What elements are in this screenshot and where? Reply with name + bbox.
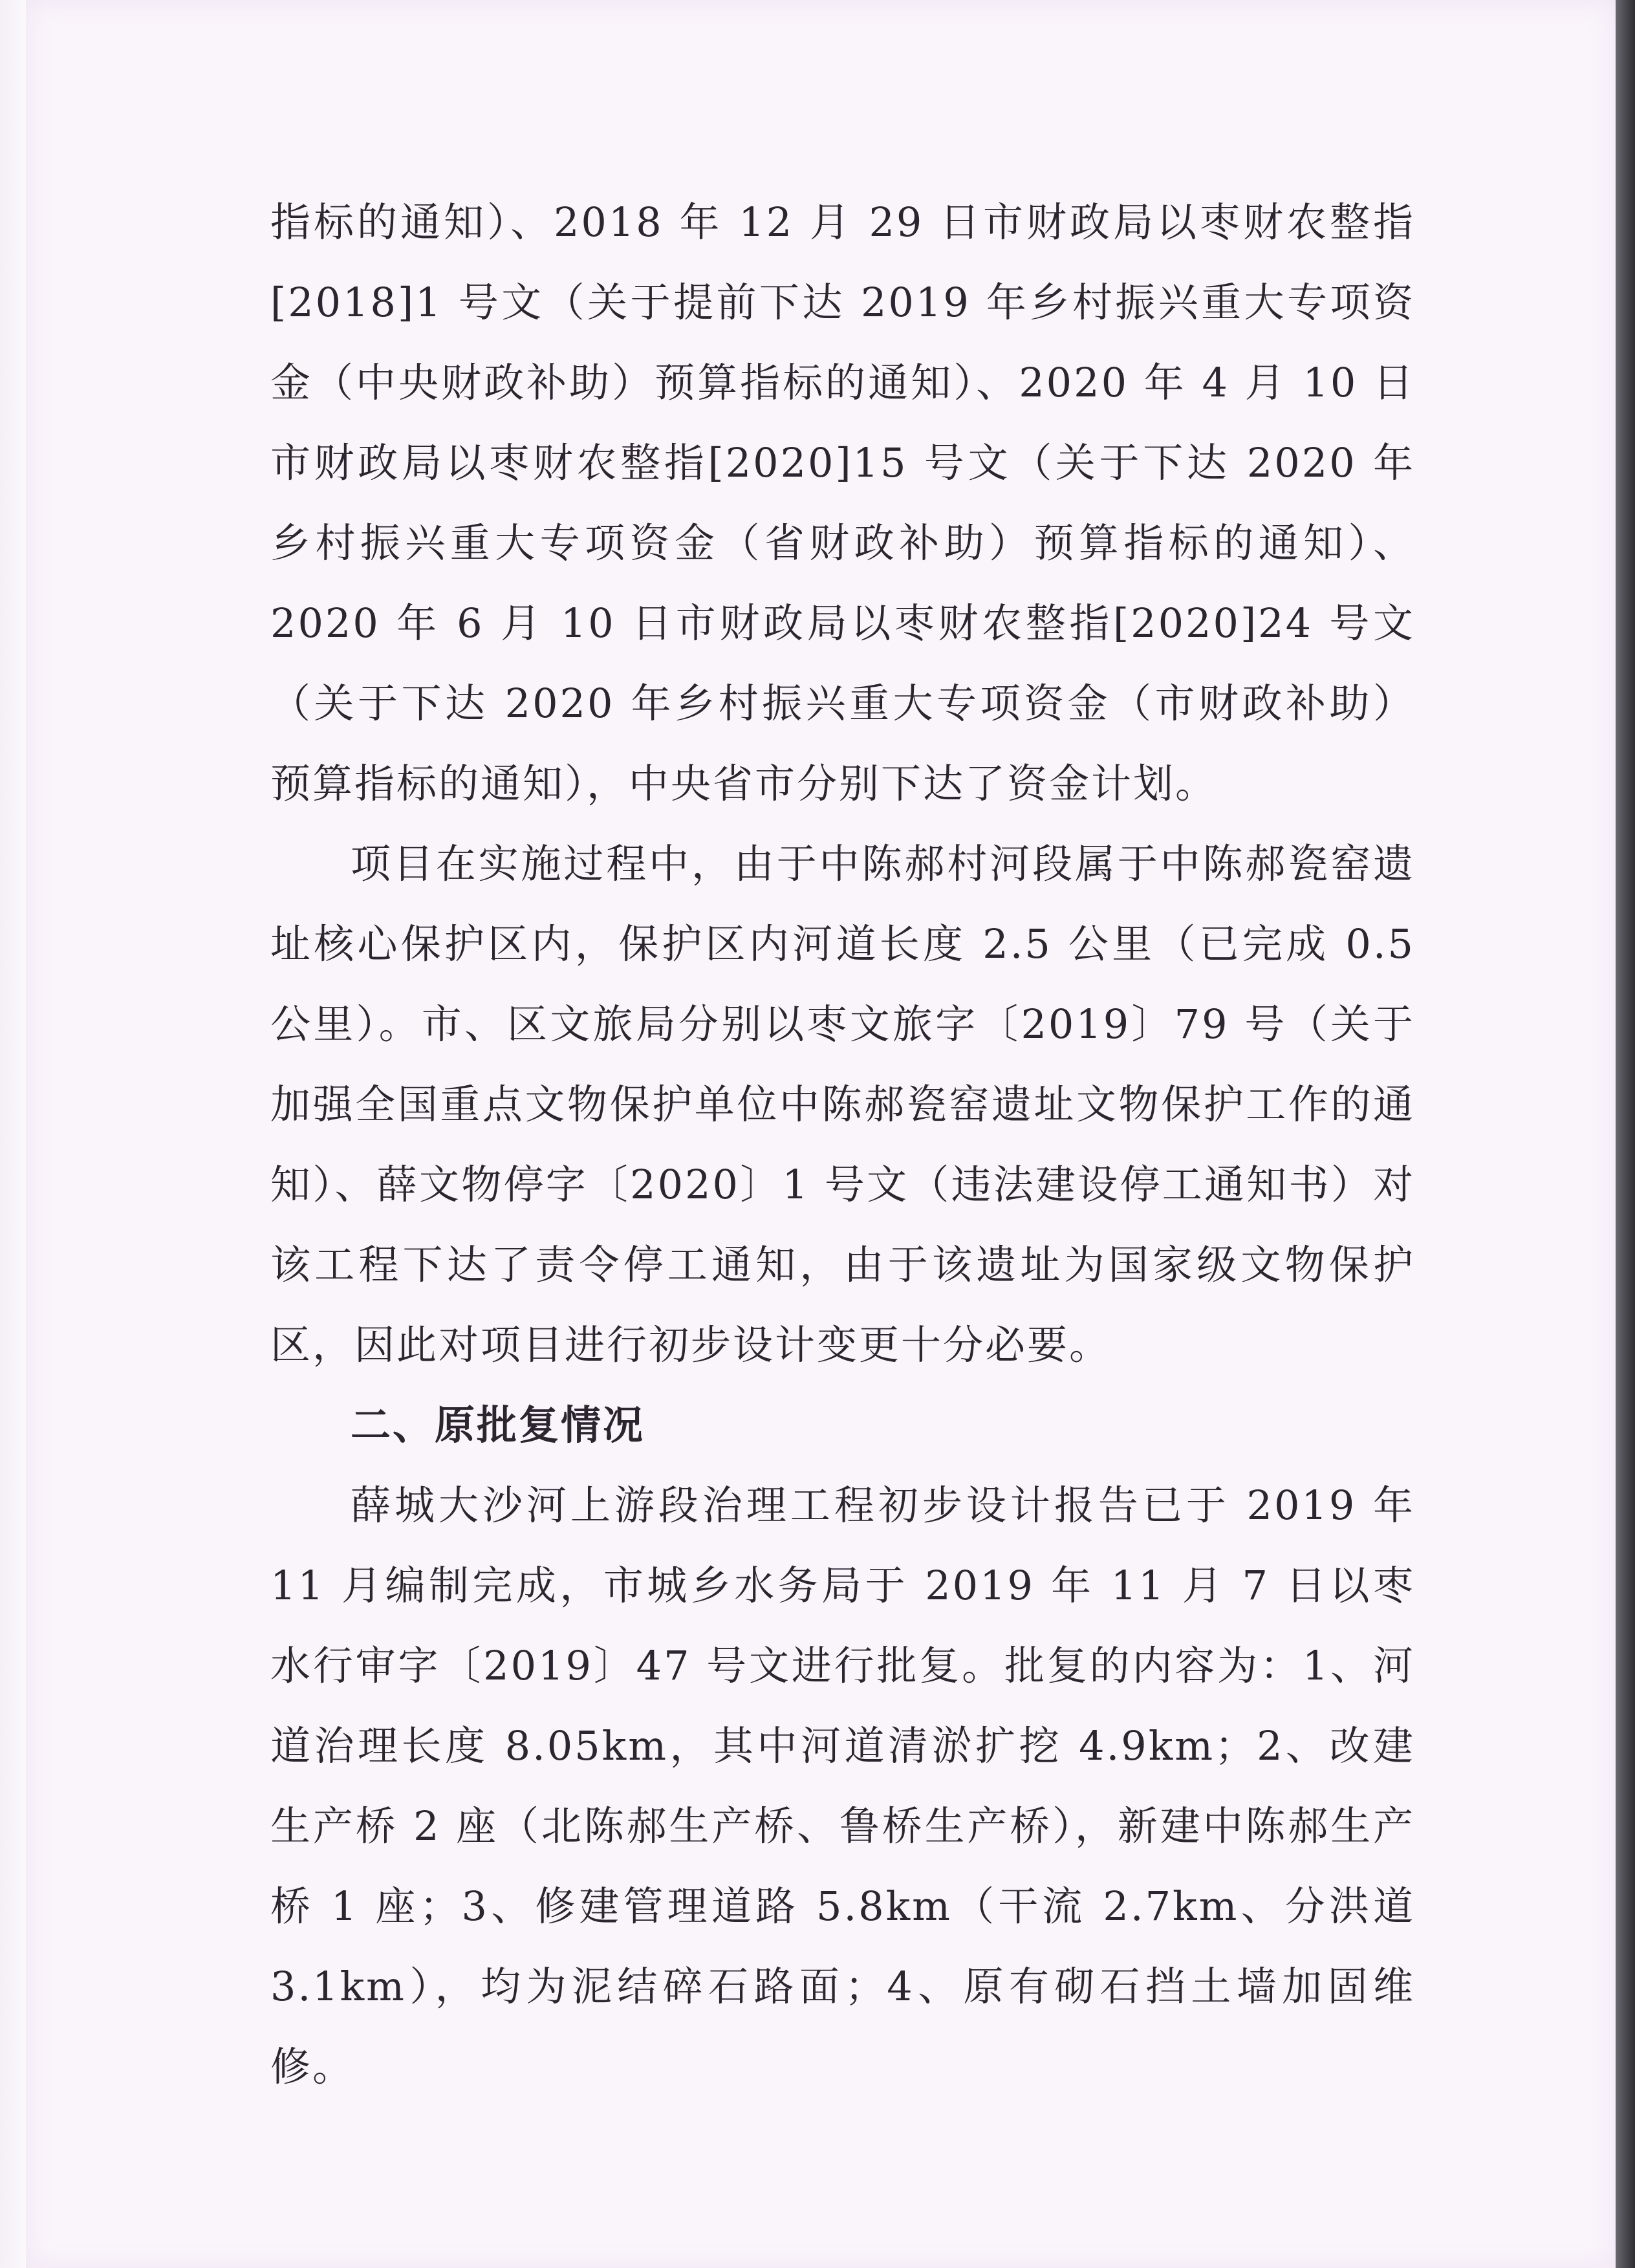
paragraph-design-change-reason: 项目在实施过程中，由于中陈郝村河段属于中陈郝瓷窑遗址核心保护区内，保护区内河道长度 2.5 公里（已完成 0.5 公里）。市、区文旅局分别以枣文旅字〔2019〕79 号（关于加强全国重点文物保护单位中陈郝瓷窑遗址文物保护工作的通知）、薛文物停字〔2020〕1 号文（违法建设停工通知书）对该工程下达了责令停工通知，由于该遗址为国家级文物保护区，因此对项目进行初步设计变更十分必要。 [270,840,1415,1368]
scan-edge-right [1616,0,1635,2268]
section-heading-original-approval: 二、原批复情况 [351,1401,645,1449]
document-body [270,182,1415,2107]
scan-edge-left [0,0,26,2268]
paragraph-funding-notices: 指标的通知）、2018 年 12 月 29 日市财政局以枣财农整指[2018]1 号文（关于提前下达 2019 年乡村振兴重大专项资金（中央财政补助）预算指标的通知）、2020 年 4 月 10 日市财政局以枣财农整指[2020]15 号文（关于下达 2020 年乡村振兴重大专项资金（省财政补助）预算指标的通知）、2020 年 6 月 10 日市财政局以枣财农整指[2020]24 号文（关于下达 2020 年乡村振兴重大专项资金（市财政补助）预算指标的通知），中央省市分别下达了资金计划。 [270,199,1415,807]
paragraph-original-approval: 薛城大沙河上游段治理工程初步设计报告已于 2019 年 11 月编制完成，市城乡水务局于 2019 年 11 月 7 日以枣水行审字〔2019〕47 号文进行批复。批复的内容为：1、河道治理长度 8.05km，其中河道清淤扩挖 4.9km；2、改建生产桥 2 座（北陈郝生产桥、鲁桥生产桥），新建中陈郝生产桥 1 座；3、修建管理道路 5.8km（干流 2.7km、分洪道 3.1km），均为泥结碎石路面；4、原有砌石挡土墙加固维修。 [270,1482,1415,2090]
